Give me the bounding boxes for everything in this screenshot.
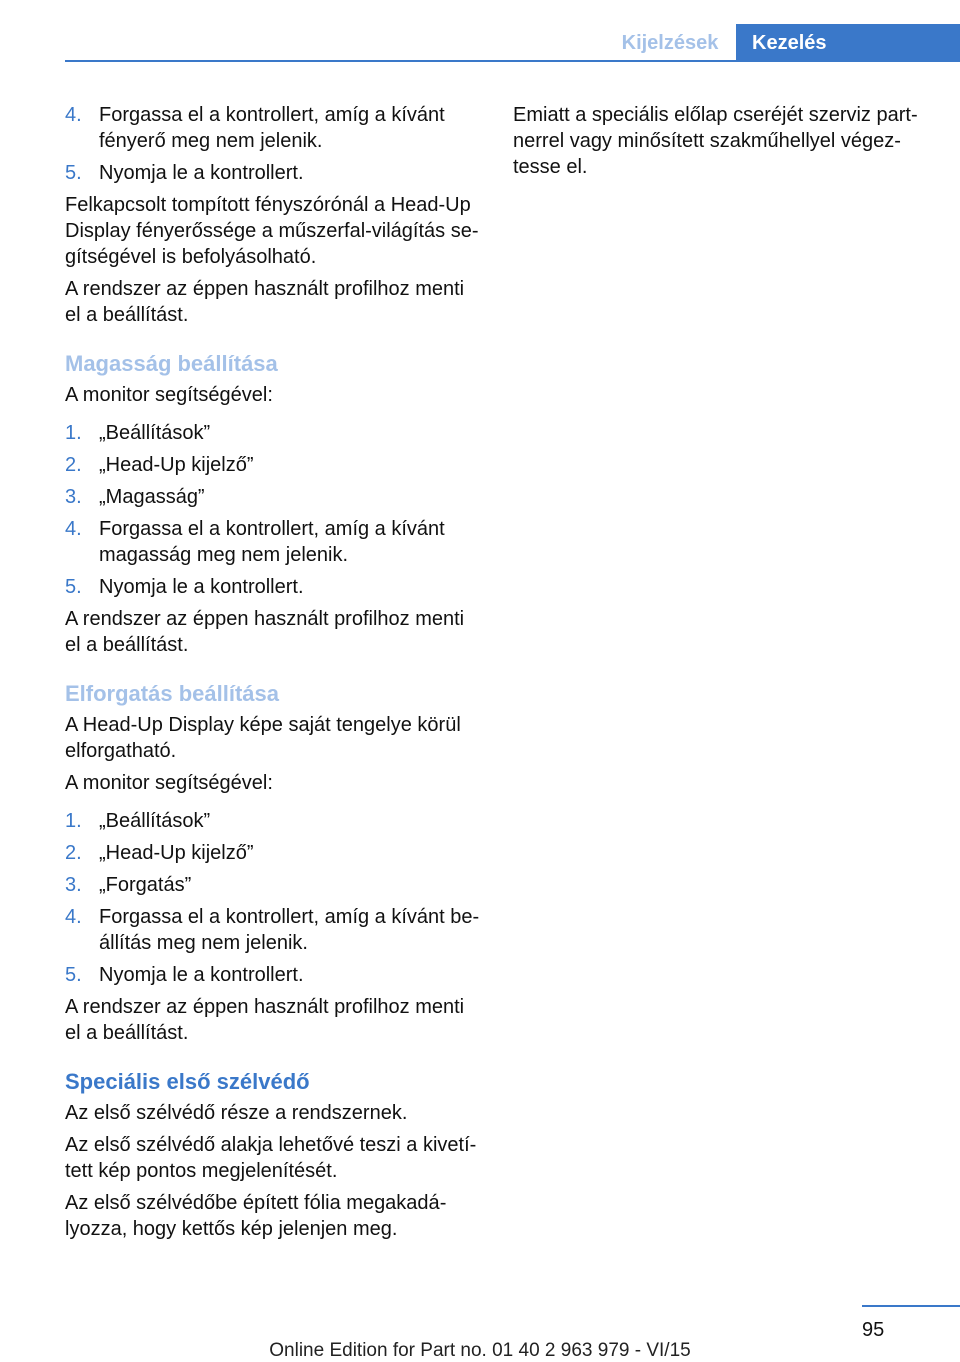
list-number: 4. (65, 518, 82, 540)
list-item (65, 808, 483, 834)
right-column (513, 102, 921, 186)
list-item (65, 102, 483, 154)
list-number: 5. (65, 964, 82, 986)
section-tab[interactable]: Kijelzések (621, 32, 719, 54)
list-item (65, 840, 483, 866)
list-item (65, 872, 483, 898)
list-text: Forgassa el a kontrollert, amíg a kívánt beállítás meg nem jelenik. (99, 906, 480, 954)
list-text: „Head-Up kijelző” (99, 842, 254, 864)
paragraph: A Head-Up Display képe saját tengelye körül elforgatható. (65, 714, 461, 762)
list-item (65, 160, 483, 186)
list-item (65, 962, 483, 988)
list-number: 5. (65, 576, 82, 598)
paragraph: Az első szélvédő alakja lehetővé teszi a kivetített kép pontos megjelenítését. (65, 1134, 477, 1182)
list-text: Nyomja le a kontrollert. (99, 964, 304, 986)
paragraph: Az első szélvédőbe épített fólia megakadályozza, hogy kettős kép jelenjen meg. (65, 1192, 447, 1240)
page-number: 95 (862, 1319, 885, 1341)
paragraph: Az első szélvédő része a rendszernek. (65, 1102, 408, 1124)
list-text: Forgassa el a kontrollert, amíg a kívánt magasság meg nem jelenik. (99, 518, 445, 566)
list-number: 1. (65, 422, 82, 444)
list-number: 4. (65, 906, 82, 928)
list-text: Nyomja le a kontrollert. (99, 576, 304, 598)
paragraph: A rendszer az éppen használt profilhoz menti el a beállítást. (65, 278, 465, 326)
paragraph: Emiatt a speciális előlap cseréjét szerviz partnerrel vagy minősített szakműhellyel végeztesse el. (513, 104, 918, 178)
list-text: „Beállítások” (99, 810, 211, 832)
list-item (65, 484, 483, 510)
list-text: „Magasság” (99, 486, 205, 508)
left-column (65, 102, 483, 1248)
paragraph: A rendszer az éppen használt profilhoz menti el a beállítást. (65, 608, 465, 656)
paragraph: Felkapcsolt tompított fényszórónál a Head-Up Display fényerőssége a műszerfal-világítás segítségével is befolyásolható. (65, 194, 479, 268)
list-item (65, 420, 483, 446)
paragraph: A monitor segítségével: (65, 384, 273, 406)
list-text: Nyomja le a kontrollert. (99, 162, 304, 184)
section-heading-height: Magasság beállítása (65, 351, 278, 376)
list-number: 2. (65, 842, 82, 864)
chapter-tab[interactable]: Kezelés (736, 24, 960, 62)
list-text: „Beállítások” (99, 422, 211, 444)
list-item (65, 574, 483, 600)
section-heading-windshield: Speciális első szélvédő (65, 1069, 310, 1094)
list-number: 3. (65, 486, 82, 508)
list-item (65, 516, 483, 568)
edition-footer: Online Edition for Part no. 01 40 2 963 979 - VI/15 (269, 1340, 691, 1361)
footer-rule (862, 1305, 960, 1307)
list-number: 5. (65, 162, 82, 184)
paragraph: A rendszer az éppen használt profilhoz menti el a beállítást. (65, 996, 465, 1044)
list-text: Forgassa el a kontrollert, amíg a kívánt fényerő meg nem jelenik. (99, 104, 445, 152)
list-text: „Forgatás” (99, 874, 192, 896)
list-number: 2. (65, 454, 82, 476)
list-item (65, 452, 483, 478)
list-number: 3. (65, 874, 82, 896)
list-item (65, 904, 483, 956)
paragraph: A monitor segítségével: (65, 772, 273, 794)
section-heading-rotation: Elforgatás beállítása (65, 681, 279, 706)
list-text: „Head-Up kijelző” (99, 454, 254, 476)
list-number: 4. (65, 104, 82, 126)
list-number: 1. (65, 810, 82, 832)
